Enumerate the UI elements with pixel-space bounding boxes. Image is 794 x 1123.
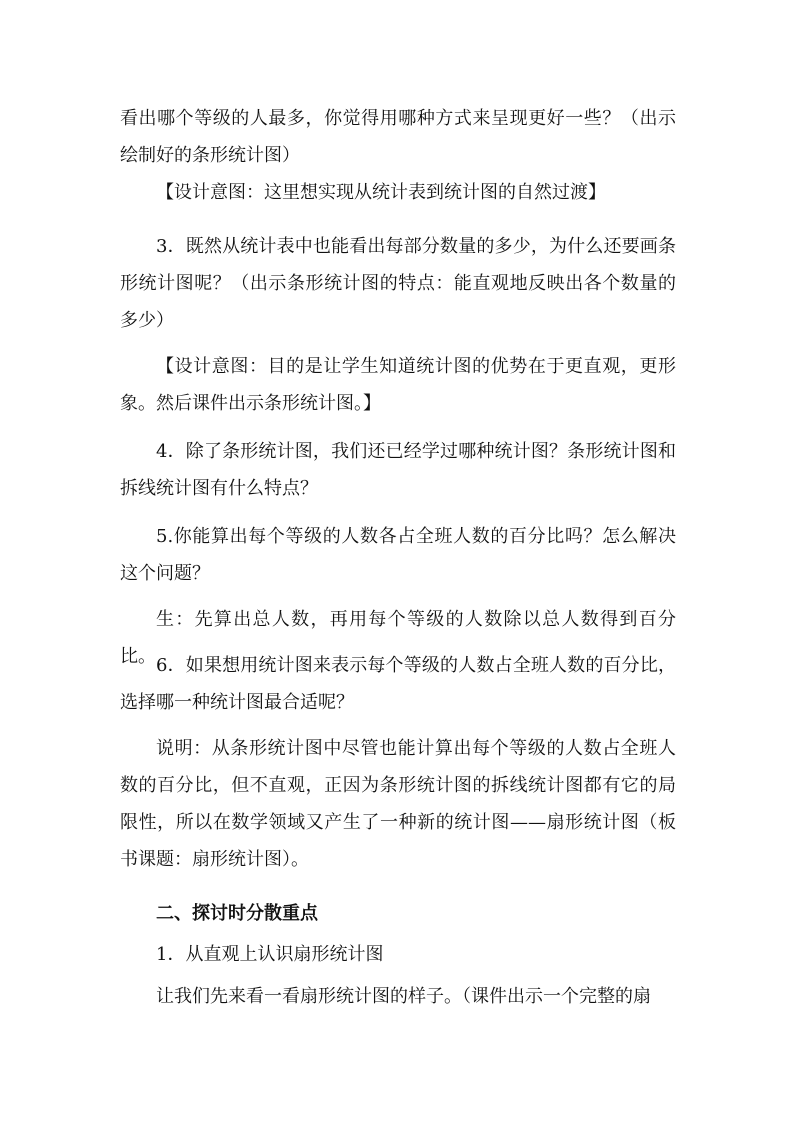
subsection-heading-1: 1．从直观上认识扇形统计图 <box>156 944 384 965</box>
paragraph-intro: 看出哪个等级的人最多，你觉得用哪种方式来呈现更好一些？（出示绘制好的条形统计图） <box>120 108 676 166</box>
paragraph-question-5: 5.你能算出每个等级的人数各占全班人数的百分比吗？怎么解决这个问题？ <box>120 526 676 584</box>
section-heading-2: 二、探讨时分散重点 <box>156 903 318 924</box>
paragraph-explanation: 说明：从条形统计图中尽管也能计算出每个等级的人数占全班人数的百分比，但不直观，正因为条形统计图的拆线统计图都有它的局限性，所以在数学领域又产生了一种新的统计图——扇形统计图（板书课题：扇形统计图）。 <box>120 738 676 870</box>
paragraph-design-intent-2: 【设计意图：目的是让学生知道统计图的优势在于更直观，更形象。然后课件出示条形统计图。】 <box>120 356 676 414</box>
paragraph-question-4: 4．除了条形统计图，我们还已经学过哪种统计图？条形统计图和拆线统计图有什么特点？ <box>120 441 676 499</box>
paragraph-student-answer: 生：先算出总人数，再用每个等级的人数除以总人数得到百分比。 <box>120 609 676 667</box>
paragraph-design-intent-1: 【设计意图：这里想实现从统计表到统计图的自然过渡】 <box>156 182 606 203</box>
paragraph-question-3: 3．既然从统计表中也能看出每部分数量的多少，为什么还要画条形统计图呢？（出示条形统计图的特点：能直观地反映出各个数量的多少） <box>120 236 676 331</box>
paragraph-closing: 让我们先来看一看扇形统计图的样子。（课件出示一个完整的扇 <box>156 986 651 1007</box>
paragraph-question-6: 6．如果想用统计图来表示每个等级的人数占全班人数的百分比，选择哪一种统计图最合适呢？ <box>120 655 676 713</box>
